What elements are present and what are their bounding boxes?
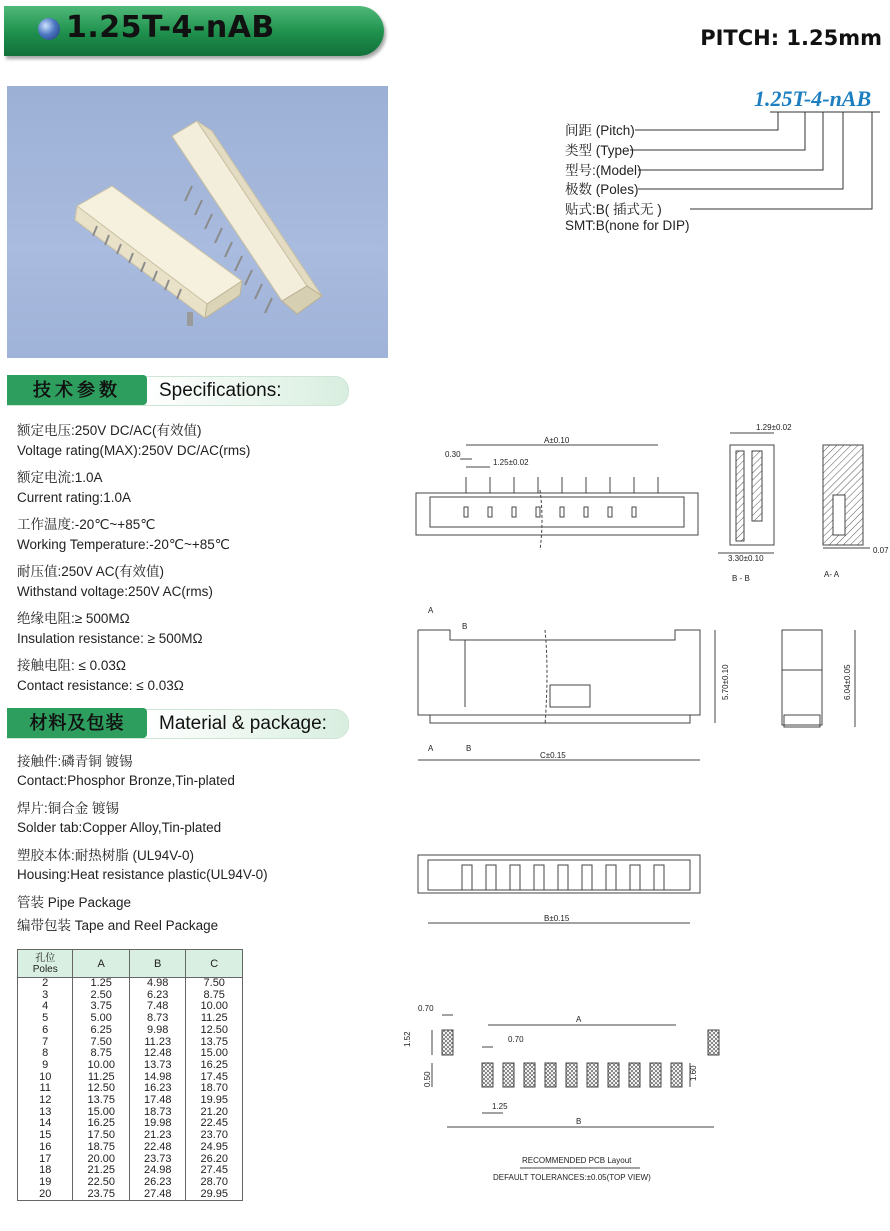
label-bb: B - B [732, 574, 750, 583]
table-cell: 16.25 [73, 1118, 130, 1130]
table-cell: 12.48 [129, 1048, 186, 1060]
table-cell: 8.75 [73, 1048, 130, 1060]
table-cell: 17.50 [73, 1130, 130, 1142]
dim-pcb-b: B [576, 1117, 582, 1126]
table-cell: 17.45 [186, 1072, 243, 1084]
table-cell: 7 [18, 1037, 73, 1049]
table-cell: 4.98 [129, 978, 186, 990]
specifications-title-en: Specifications: [159, 380, 282, 401]
table-cell: 21.25 [73, 1165, 130, 1177]
pole-dimension-table [17, 949, 243, 1201]
table-cell: 12 [18, 1095, 73, 1107]
front-label-a-top: A [428, 606, 434, 615]
table-cell: 2 [18, 978, 73, 990]
code-item-smt-en: SMT:B(none for DIP) [565, 218, 690, 233]
specifications-title-cn: 技术参数 [7, 375, 147, 405]
dim-pcb-tab-h: 1.52 [403, 1031, 412, 1047]
code-item-model: 型号:(Model) [565, 163, 642, 178]
dim-c-front: C±0.15 [540, 751, 566, 760]
dim-pcb-pitch: 1.25 [492, 1102, 508, 1111]
product-photo [7, 86, 388, 358]
front-label-a-bottom: A [428, 744, 434, 753]
table-header-a: A [73, 950, 130, 978]
product-title: 1.25T-4-nAB [66, 10, 275, 45]
front-label-b-bottom: B [466, 744, 472, 753]
table-cell: 26.23 [129, 1177, 186, 1189]
spec-line: Voltage rating(MAX):250V DC/AC(rms) [17, 443, 251, 458]
material-title-cn: 材料及包装 [7, 708, 147, 738]
table-cell: 11.23 [129, 1037, 186, 1049]
pcb-layout-drawing [432, 1015, 719, 1168]
table-cell: 7.50 [73, 1037, 130, 1049]
table-cell: 23.73 [129, 1154, 186, 1166]
table-cell: 3 [18, 990, 73, 1002]
model-code: 1.25T-4-nAB [754, 86, 872, 111]
spec-line: 额定电流:1.0A [17, 470, 103, 485]
spec-line: 额定电压:250V DC/AC(有效值) [17, 423, 202, 438]
table-row [18, 1025, 243, 1037]
table-cell: 16.25 [186, 1060, 243, 1072]
table-cell: 19.95 [186, 1095, 243, 1107]
table-cell: 19.98 [129, 1118, 186, 1130]
material-title-en: Material & package: [159, 713, 327, 734]
spec-line: Withstand voltage:250V AC(rms) [17, 584, 213, 599]
spec-line: Insulation resistance: ≥ 500MΩ [17, 631, 203, 646]
table-cell: 10 [18, 1072, 73, 1084]
code-item-smt-cn: 贴式:B( 插式无 ) [565, 202, 662, 217]
table-cell: 10.00 [186, 1001, 243, 1013]
table-cell: 12.50 [73, 1083, 130, 1095]
table-cell: 14 [18, 1118, 73, 1130]
code-item-type: 类型 (Type) [565, 143, 635, 158]
material-line: 焊片:铜合金 镀锡 [17, 801, 120, 816]
spec-line: Contact resistance: ≤ 0.03Ω [17, 678, 184, 693]
table-row [18, 1142, 243, 1154]
dim-pcb-tab-w: 0.70 [418, 1004, 434, 1013]
table-row [18, 1095, 243, 1107]
table-cell: 5.00 [73, 1013, 130, 1025]
table-cell: 7.48 [129, 1001, 186, 1013]
code-item-poles: 极数 (Poles) [565, 182, 639, 197]
spec-line: 工作温度:-20℃~+85℃ [17, 517, 156, 532]
table-row [18, 1060, 243, 1072]
dim-pitch-top: 1.25±0.02 [493, 458, 529, 467]
dim-bb-top: 1.29±0.02 [756, 423, 792, 432]
table-cell: 24.95 [186, 1142, 243, 1154]
table-cell: 15 [18, 1130, 73, 1142]
dim-pcb-a: A [576, 1015, 582, 1024]
pcb-layout-caption: RECOMMENDED PCB Layout [522, 1156, 632, 1165]
table-cell: 9 [18, 1060, 73, 1072]
table-cell: 19 [18, 1177, 73, 1189]
material-line: 编带包装 Tape and Reel Package [17, 918, 219, 933]
table-header-poles: 孔位 Poles [18, 950, 73, 978]
table-cell: 27.45 [186, 1165, 243, 1177]
bottom-view-drawing [418, 855, 700, 923]
label-aa: A- A [824, 570, 840, 579]
table-cell: 6 [18, 1025, 73, 1037]
table-cell: 23.75 [73, 1189, 130, 1201]
table-cell: 13.73 [129, 1060, 186, 1072]
dim-height-side: 6.04±0.05 [843, 664, 852, 700]
table-cell: 15.00 [73, 1107, 130, 1119]
section-aa-drawing [823, 445, 870, 548]
section-bb-drawing [718, 433, 774, 553]
material-line: Housing:Heat resistance plastic(UL94V-0) [17, 867, 268, 882]
table-cell: 4 [18, 1001, 73, 1013]
table-header-c: C [186, 950, 243, 978]
table-cell: 8.75 [186, 990, 243, 1002]
spec-line: 接触电阻: ≤ 0.03Ω [17, 658, 127, 673]
table-cell: 20.00 [73, 1154, 130, 1166]
table-row [18, 978, 243, 990]
dim-height-front: 5.70±0.10 [721, 664, 730, 700]
table-cell: 26.20 [186, 1154, 243, 1166]
table-cell: 10.00 [73, 1060, 130, 1072]
material-line: Solder tab:Copper Alloy,Tin-plated [17, 820, 222, 835]
table-cell: 14.98 [129, 1072, 186, 1084]
code-item-pitch: 间距 (Pitch) [565, 123, 635, 138]
table-cell: 24.98 [129, 1165, 186, 1177]
table-row [18, 1177, 243, 1189]
dim-a-top: A±0.10 [544, 436, 570, 445]
dim-b-bottom: B±0.15 [544, 914, 570, 923]
table-cell: 13.75 [73, 1095, 130, 1107]
table-cell: 5 [18, 1013, 73, 1025]
spec-line: 耐压值:250V AC(有效值) [17, 564, 165, 579]
table-cell: 13 [18, 1107, 73, 1119]
table-cell: 17 [18, 1154, 73, 1166]
table-cell: 18.70 [186, 1083, 243, 1095]
material-line: 管装 Pipe Package [17, 895, 132, 910]
table-cell: 28.70 [186, 1177, 243, 1189]
table-cell: 12.50 [186, 1025, 243, 1037]
material-line: Contact:Phosphor Bronze,Tin-plated [17, 773, 235, 788]
table-cell: 9.98 [129, 1025, 186, 1037]
table-cell: 22.48 [129, 1142, 186, 1154]
dim-bb-bottom: 3.30±0.10 [728, 554, 764, 563]
table-cell: 2.50 [73, 990, 130, 1002]
dim-pcb-pad-w: 0.70 [508, 1035, 524, 1044]
dim-pcb-pad-h: 1.60 [689, 1065, 698, 1081]
table-cell: 16 [18, 1142, 73, 1154]
spec-line: Current rating:1.0A [17, 490, 132, 505]
technical-drawings [400, 415, 890, 1205]
table-cell: 18 [18, 1165, 73, 1177]
table-cell: 16.23 [129, 1083, 186, 1095]
table-cell: 23.70 [186, 1130, 243, 1142]
pcb-tolerance-note: DEFAULT TOLERANCES:±0.05(TOP VIEW) [493, 1173, 651, 1182]
table-cell: 8 [18, 1048, 73, 1060]
table-cell: 18.73 [129, 1107, 186, 1119]
dim-pcb-gap: 0.50 [423, 1071, 432, 1087]
table-cell: 7.50 [186, 978, 243, 990]
table-cell: 21.20 [186, 1107, 243, 1119]
table-cell: 27.48 [129, 1189, 186, 1201]
table-cell: 11.25 [186, 1013, 243, 1025]
table-cell: 22.45 [186, 1118, 243, 1130]
pitch-label: PITCH: 1.25mm [700, 26, 882, 50]
table-cell: 11 [18, 1083, 73, 1095]
spec-line: Working Temperature:-20℃~+85℃ [17, 537, 230, 552]
table-cell: 1.25 [73, 978, 130, 990]
front-label-b-top: B [462, 622, 468, 631]
dim-aa-side: 0.07 [873, 546, 889, 555]
table-cell: 6.23 [129, 990, 186, 1002]
table-header-b: B [129, 950, 186, 978]
table-cell: 8.73 [129, 1013, 186, 1025]
table-cell: 22.50 [73, 1177, 130, 1189]
material-line: 塑胶本体:耐热树脂 (UL94V-0) [17, 848, 195, 863]
dim-pin-top: 0.30 [445, 450, 461, 459]
table-cell: 18.75 [73, 1142, 130, 1154]
top-view-drawing [416, 445, 698, 550]
table-cell: 29.95 [186, 1189, 243, 1201]
bullet-ball-icon [38, 18, 60, 40]
table-cell: 13.75 [186, 1037, 243, 1049]
table-cell: 21.23 [129, 1130, 186, 1142]
material-line: 接触件:磷青铜 镀锡 [17, 754, 133, 769]
table-cell: 6.25 [73, 1025, 130, 1037]
table-cell: 3.75 [73, 1001, 130, 1013]
table-cell: 20 [18, 1189, 73, 1201]
table-cell: 15.00 [186, 1048, 243, 1060]
spec-line: 绝缘电阻:≥ 500MΩ [17, 611, 130, 626]
connector-photo-icon [7, 86, 388, 358]
table-cell: 17.48 [129, 1095, 186, 1107]
table-cell: 11.25 [73, 1072, 130, 1084]
table-row [18, 1189, 243, 1201]
front-view-drawing [418, 630, 715, 760]
